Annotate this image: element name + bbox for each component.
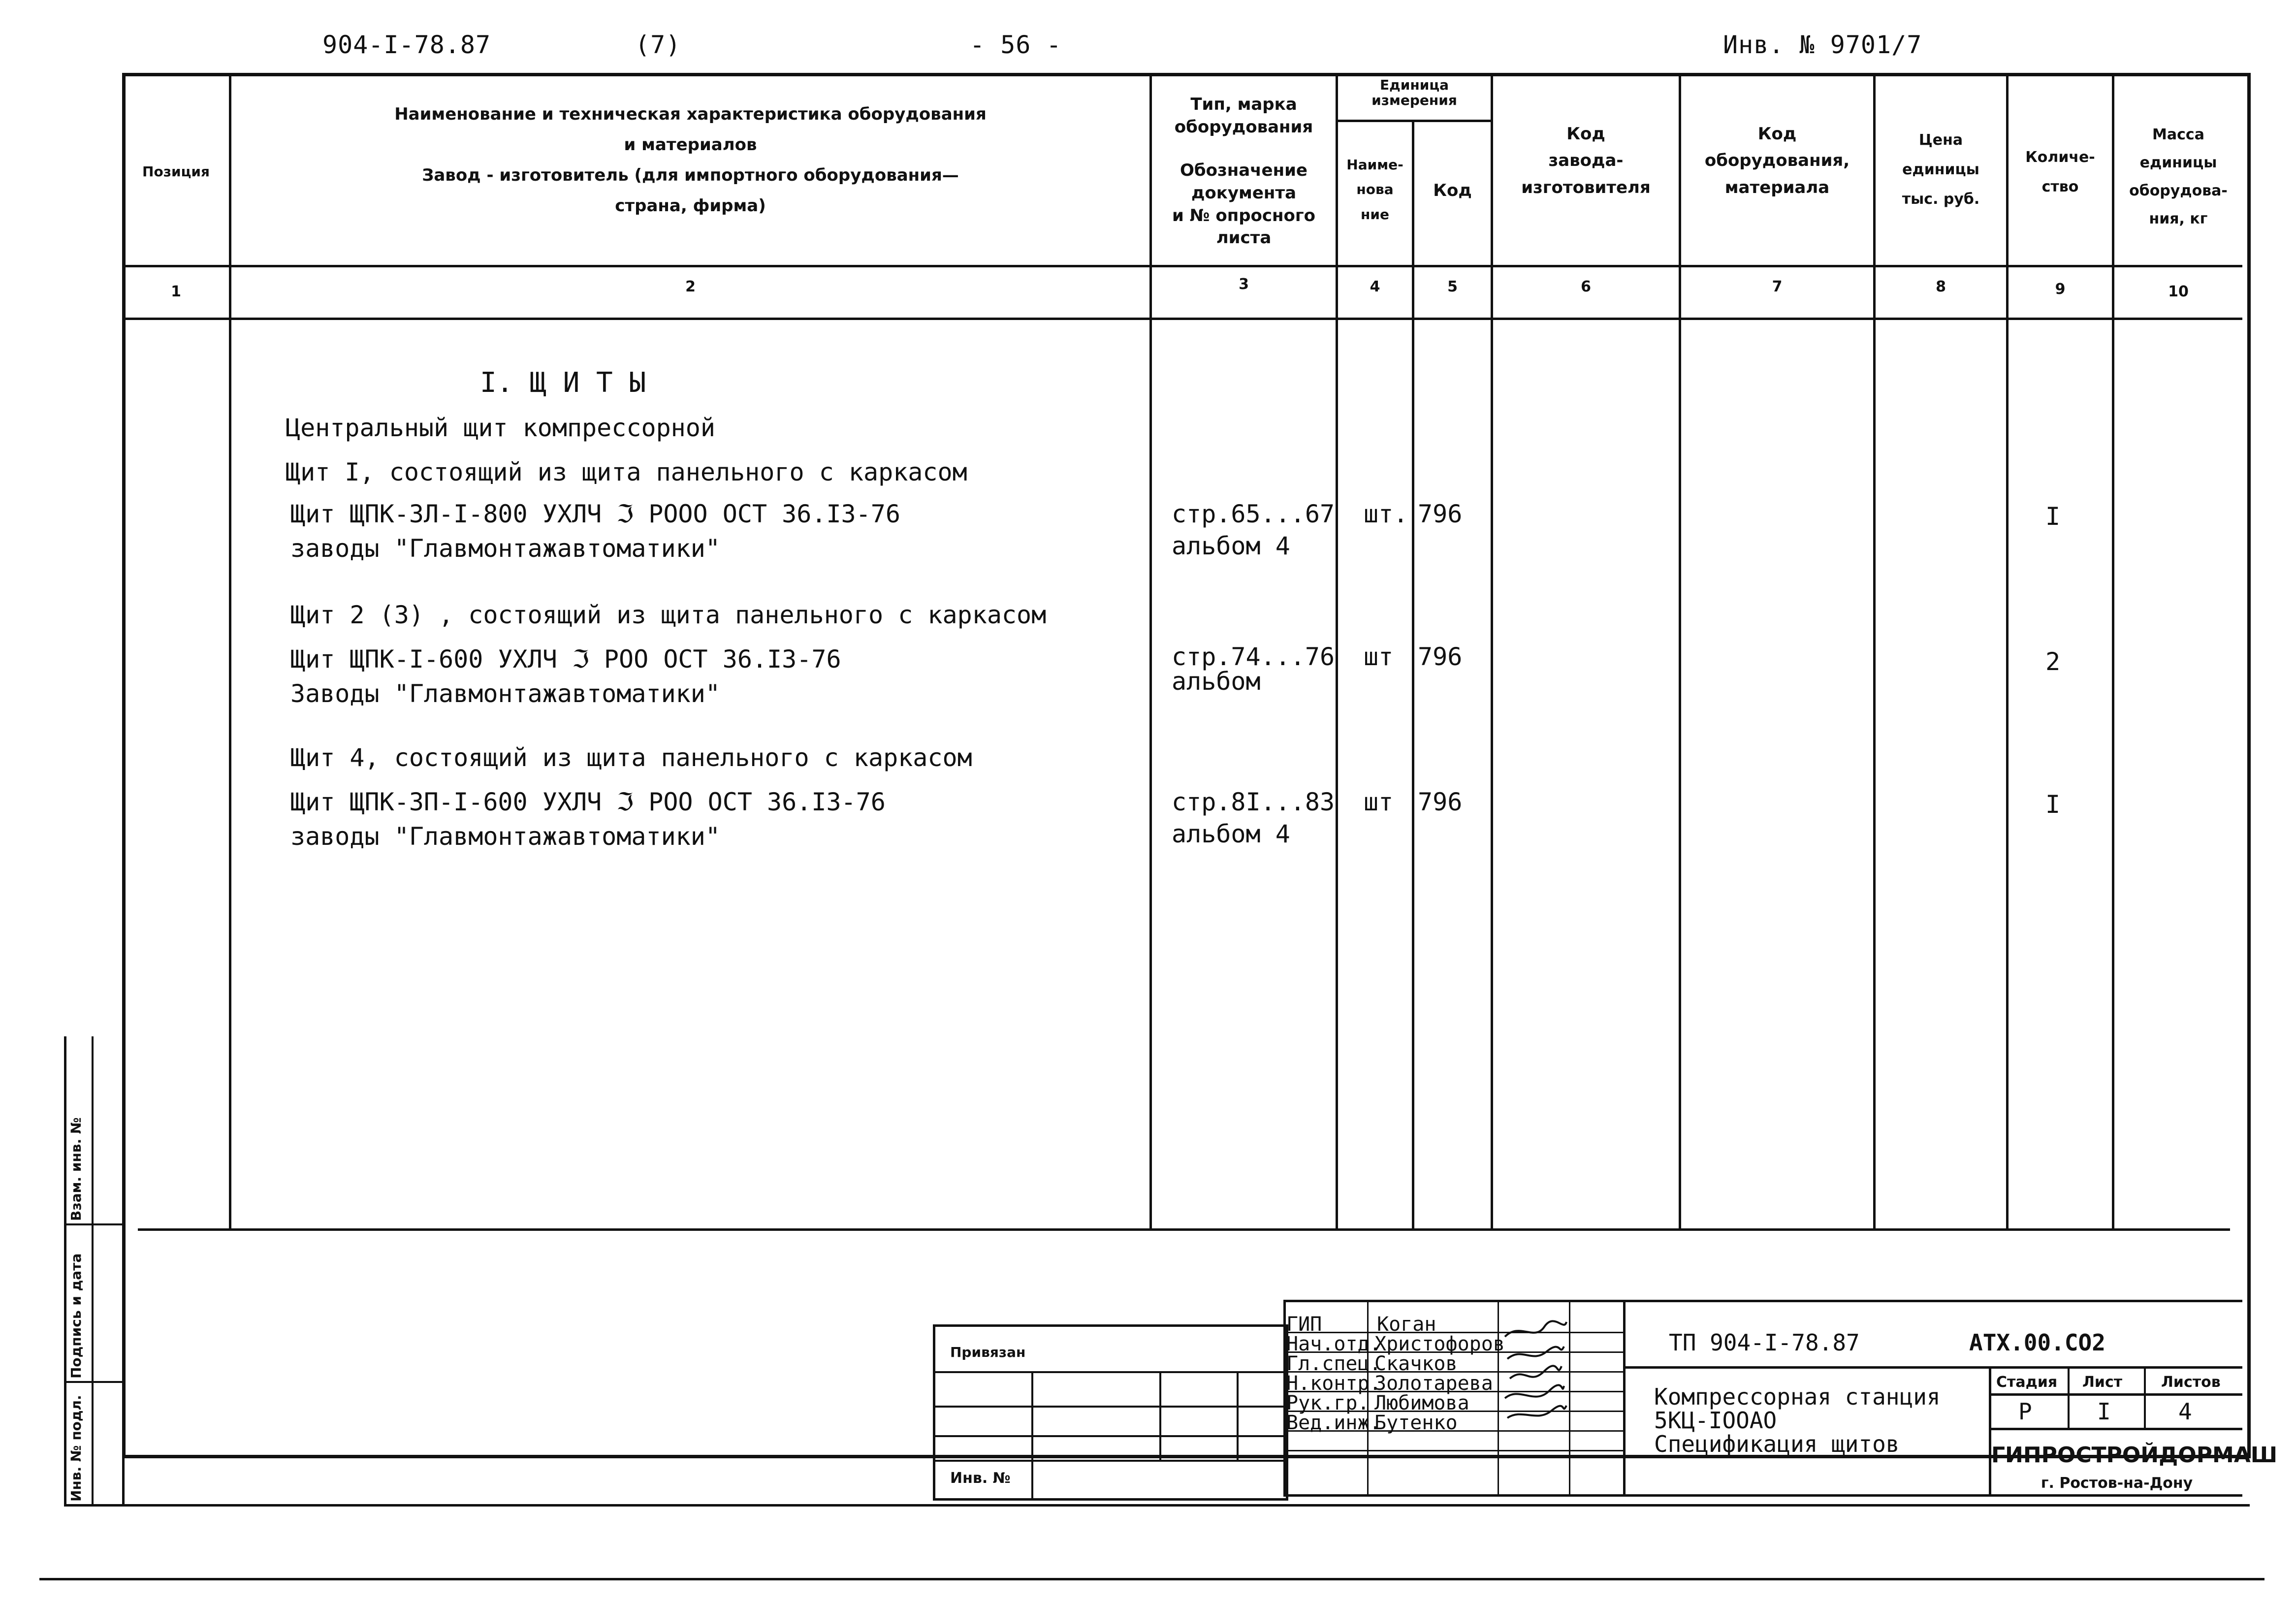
binding-strip-bottom xyxy=(64,1504,2250,1507)
column-number: 9 xyxy=(2055,281,2066,298)
role-norm-control: Н.контр. xyxy=(1286,1372,1381,1395)
column-number: 6 xyxy=(1581,278,1591,295)
column-number: 4 xyxy=(1370,278,1380,295)
role-lead-eng: Вед.инж. xyxy=(1286,1412,1381,1434)
line-panel-2: Щит 2 (3) , состоящий из щита панельного с каркасом xyxy=(290,601,1047,629)
header-name: Наименование и техническая характеристика оборудования и материалов Завод - изготовитель (для импортного оборудования— страна, фирма) xyxy=(394,104,987,216)
role-head-dept: Нач.отд. xyxy=(1286,1333,1381,1355)
header-equipment-code: Код оборудования, материала xyxy=(1704,124,1850,197)
header-unit-code: Код xyxy=(1433,181,1472,200)
sheet-label: Лист xyxy=(2082,1374,2123,1391)
line-panel-2-maker: Заводы "Главмонтажавтоматики" xyxy=(290,679,720,708)
row1-qty: I xyxy=(2045,502,2061,531)
row2-code: 796 xyxy=(1418,642,1463,671)
name-kogan: Коган xyxy=(1377,1313,1436,1336)
row1-doc: стр.65...67 xyxy=(1172,500,1335,528)
header-unit: Единица измерения xyxy=(1371,77,1457,108)
sheet-value: I xyxy=(2097,1398,2111,1425)
inv-no-label: Инв. № xyxy=(950,1470,1011,1487)
row3-doc: стр.8I...83 xyxy=(1172,788,1335,816)
row2-album: альбом xyxy=(1172,667,1261,696)
side-label-vzam: Взам. инв. № xyxy=(68,1117,84,1221)
section-title: I. Щ И Т Ы xyxy=(480,367,646,399)
column-number: 7 xyxy=(1772,278,1783,295)
line-central-panel: Центральный щит компрессорной xyxy=(286,414,715,442)
column-number: 1 xyxy=(171,283,181,300)
row3-code: 796 xyxy=(1418,788,1463,816)
stage-value: Р xyxy=(2018,1398,2032,1425)
document-code: 904-I-78.87 xyxy=(322,31,491,59)
row3-unit: шт xyxy=(1364,788,1394,816)
name-butenko: Бутенко xyxy=(1374,1412,1458,1434)
project-code: ТП 904-I-78.87 xyxy=(1669,1329,1860,1356)
header-position: Позиция xyxy=(142,163,210,180)
header-mass: Масса единицы оборудова- ния, кг xyxy=(2129,126,2228,227)
row3-qty: I xyxy=(2045,790,2061,819)
row2-unit: шт xyxy=(1364,642,1394,671)
line-panel-4-maker: заводы "Главмонтажавтоматики" xyxy=(290,822,720,851)
column-number: 8 xyxy=(1936,278,1946,295)
row1-unit: шт. xyxy=(1364,500,1408,528)
section-number: (7) xyxy=(635,31,681,59)
privyazan-label: Привязан xyxy=(950,1344,1026,1360)
line-panel-1-spec: Щит ЩПК-3Л-I-800 УХЛЧ ℑ РООО ОСТ 36.I3-76 xyxy=(290,500,900,528)
sheets-label: Листов xyxy=(2161,1374,2221,1391)
line-panel-4: Щит 4, состоящий из щита панельного с каркасом xyxy=(290,743,972,772)
line-panel-2-spec: Щит ЩПК-I-600 УХЛЧ ℑ РОО ОСТ 36.I3-76 xyxy=(290,645,841,674)
sheets-value: 4 xyxy=(2178,1398,2192,1425)
name-lyubimova: Любимова xyxy=(1374,1392,1469,1414)
side-label-podpis: Подпись и дата xyxy=(68,1253,84,1379)
column-number: 3 xyxy=(1239,276,1249,293)
organization: ГИПРОСТРОЙДОРМАШ xyxy=(1991,1443,2278,1468)
page-number: - 56 - xyxy=(970,31,1062,59)
header-quantity: Количе- ство xyxy=(2025,149,2095,195)
role-gip: ГИП xyxy=(1286,1313,1322,1336)
line-panel-4-spec: Щит ЩПК-3П-I-600 УХЛЧ ℑ РОО ОСТ 36.I3-76 xyxy=(290,788,886,816)
column-number: 2 xyxy=(685,278,696,295)
name-skachkov: Скачков xyxy=(1374,1352,1458,1375)
page-edge-line xyxy=(39,1578,2264,1580)
inventory-number: Инв. № 9701/7 xyxy=(1723,31,1922,59)
row1-code: 796 xyxy=(1418,500,1463,528)
column-number: 10 xyxy=(2168,283,2189,300)
side-stamp xyxy=(64,1036,125,1504)
city: г. Ростов-на-Дону xyxy=(2041,1475,2193,1492)
header-type: Тип, марка оборудования Обозначение документа и № опросного листа xyxy=(1172,95,1316,248)
line-panel-1: Щит I, состоящий из щита панельного с каркасом xyxy=(286,458,967,486)
column-number: 5 xyxy=(1447,278,1458,295)
signatures-block xyxy=(1283,1302,1626,1494)
line-panel-1-maker: заводы "Главмонтажавтоматики" xyxy=(290,534,720,563)
name-khristoforov: Христофоров xyxy=(1374,1333,1505,1355)
role-group-lead: Рук.гр. xyxy=(1286,1392,1370,1414)
row3-album: альбом 4 xyxy=(1172,820,1290,848)
doc-code: АТХ.00.СО2 xyxy=(1969,1329,2105,1356)
side-label-inv-podl: Инв. № подл. xyxy=(68,1395,84,1502)
row2-doc: стр.74...76 xyxy=(1172,642,1335,671)
role-chief-spec: Гл.спец. xyxy=(1286,1352,1381,1375)
header-unit-name: Наиме- нова ние xyxy=(1346,157,1403,223)
row1-album: альбом 4 xyxy=(1172,532,1290,560)
desc-line1: Компрессорная станция xyxy=(1654,1383,1941,1410)
desc-line3: Спецификация щитов xyxy=(1654,1431,1900,1457)
binding-block xyxy=(933,1324,1288,1501)
header-price: Цена единицы тыс. руб. xyxy=(1902,131,1980,208)
stage-label: Стадия xyxy=(1996,1374,2058,1391)
desc-line2: 5КЦ-IOOAO xyxy=(1654,1407,1777,1434)
header-factory-code: Код завода- изготовителя xyxy=(1521,124,1651,197)
signatures-image xyxy=(1500,1312,1571,1435)
name-zolotareva: Золотарева xyxy=(1374,1372,1493,1395)
row2-qty: 2 xyxy=(2045,647,2061,676)
